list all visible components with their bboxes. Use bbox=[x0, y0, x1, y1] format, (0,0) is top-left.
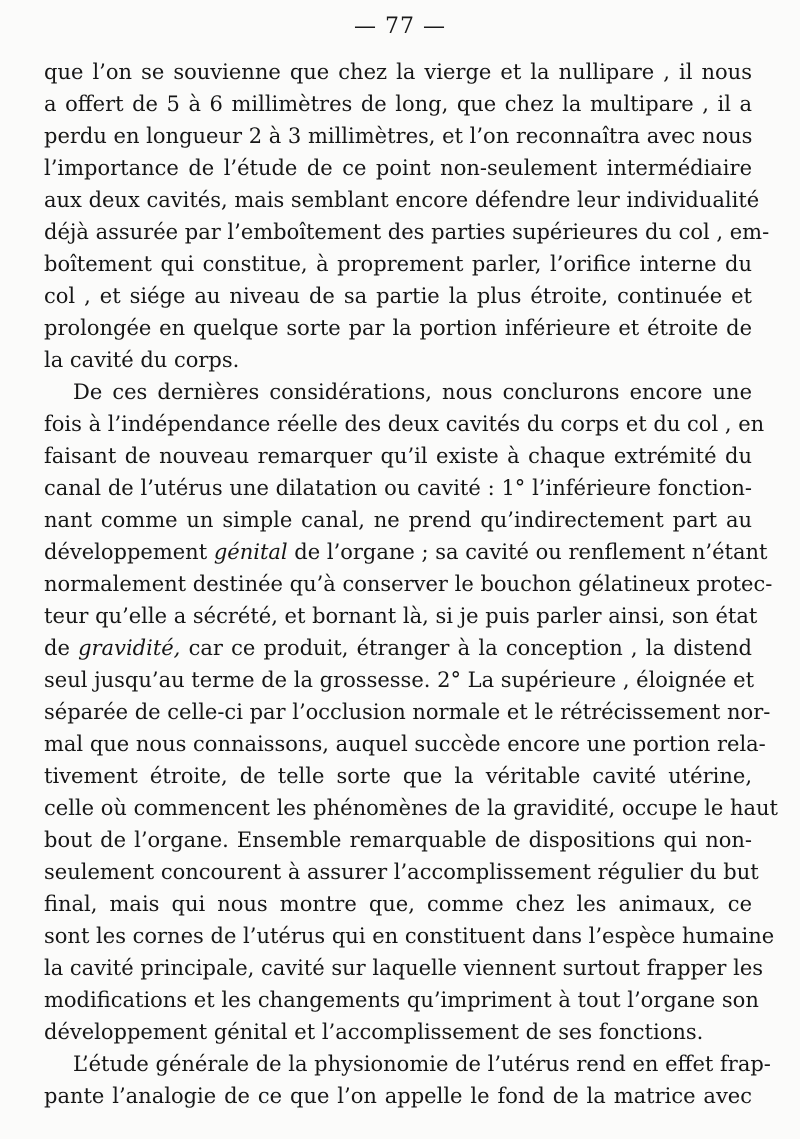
text-run: car ce produit, étranger à la conception , la distend bbox=[180, 636, 752, 660]
text-line: teur qu’elle a sécrété, et bornant là, si je puis parler ainsi, son état bbox=[44, 604, 758, 628]
text-run: de bbox=[44, 636, 79, 660]
text-line-with-italic bbox=[44, 632, 752, 664]
text-line: bout de l’organe. Ensemble remarquable de dispositions qui non- bbox=[44, 828, 752, 852]
text-line: fois à l’indépendance réelle des deux cavités du corps et du col , en bbox=[44, 412, 765, 436]
text-line: seulement concourent à assurer l’accomplissement régulier du but bbox=[44, 860, 759, 884]
text-line-with-italic bbox=[44, 536, 768, 568]
paragraph-3 bbox=[44, 1048, 771, 1112]
text-line: a offert de 5 à 6 millimètres de long, que chez la multipare , il a bbox=[44, 92, 752, 116]
text-line: faisant de nouveau remarquer qu’il existe à chaque extrémité du bbox=[44, 444, 752, 468]
italic-term: gravidité, bbox=[78, 636, 181, 660]
text-line: la cavité principale, cavité sur laquelle viennent surtout frapper les bbox=[44, 956, 764, 980]
text-line: L’étude générale de la physionomie de l’utérus rend en effet frap- bbox=[73, 1052, 771, 1076]
paragraph-2 bbox=[44, 376, 778, 1048]
text-line: modifications et les changements qu’impriment à tout l’organe son bbox=[44, 988, 759, 1012]
text-line: tivement étroite, de telle sorte que la véritable cavité utérine, bbox=[44, 764, 752, 788]
body-text bbox=[44, 56, 778, 1112]
text-line: déjà assurée par l’emboîtement des parties supérieures du col , em- bbox=[44, 220, 770, 244]
text-line: que l’on se souvienne que chez la vierge et la nullipare , il nous bbox=[44, 60, 752, 84]
text-line: sont les cornes de l’utérus qui en constituent dans l’espèce humaine bbox=[44, 924, 775, 948]
text-line: prolongée en quelque sorte par la portion inférieure et étroite de bbox=[44, 316, 752, 340]
text-line: celle où commencent les phénomènes de la gravidité, occupe le haut bbox=[44, 796, 778, 820]
text-line: l’importance de l’étude de ce point non-seulement intermédiaire bbox=[44, 156, 752, 180]
text-line: final, mais qui nous montre que, comme chez les animaux, ce bbox=[44, 892, 752, 916]
text-line: De ces dernières considérations, nous conclurons encore une bbox=[73, 380, 752, 404]
text-line: pante l’analogie de ce que l’on appelle le fond de la matrice avec bbox=[44, 1084, 752, 1108]
text-line: développement génital et l’accomplissement de ses fonctions. bbox=[44, 1020, 704, 1044]
text-line: la cavité du corps. bbox=[44, 348, 240, 372]
text-run: de l’organe ; sa cavité ou renflement n’étant bbox=[287, 540, 768, 564]
text-line: normalement destinée qu’à conserver le bouchon gélatineux protec- bbox=[44, 572, 773, 596]
text-line: perdu en longueur 2 à 3 millimètres, et l’on reconnaîtra avec nous bbox=[44, 124, 753, 148]
text-line: séparée de celle-ci par l’occlusion normale et le rétrécissement nor- bbox=[44, 700, 771, 724]
text-line: canal de l’utérus une dilatation ou cavité : 1° l’inférieure fonction- bbox=[44, 476, 752, 500]
text-line: aux deux cavités, mais semblant encore défendre leur individualité bbox=[44, 188, 760, 212]
paragraph-1 bbox=[44, 56, 770, 376]
italic-term: génital bbox=[213, 540, 288, 564]
text-line: col , et siége au niveau de sa partie la plus étroite, continuée et bbox=[44, 284, 752, 308]
text-line: seul jusqu’au terme de la grossesse. 2° La supérieure , éloignée et bbox=[44, 668, 755, 692]
text-line: nant comme un simple canal, ne prend qu’indirectement part au bbox=[44, 508, 752, 532]
text-run: développement bbox=[44, 540, 214, 564]
text-line: mal que nous connaissons, auquel succède encore une portion rela- bbox=[44, 732, 766, 756]
page-number: — 77 — bbox=[354, 14, 446, 39]
text-line: boîtement qui constitue, à proprement parler, l’orifice interne du bbox=[44, 252, 752, 276]
